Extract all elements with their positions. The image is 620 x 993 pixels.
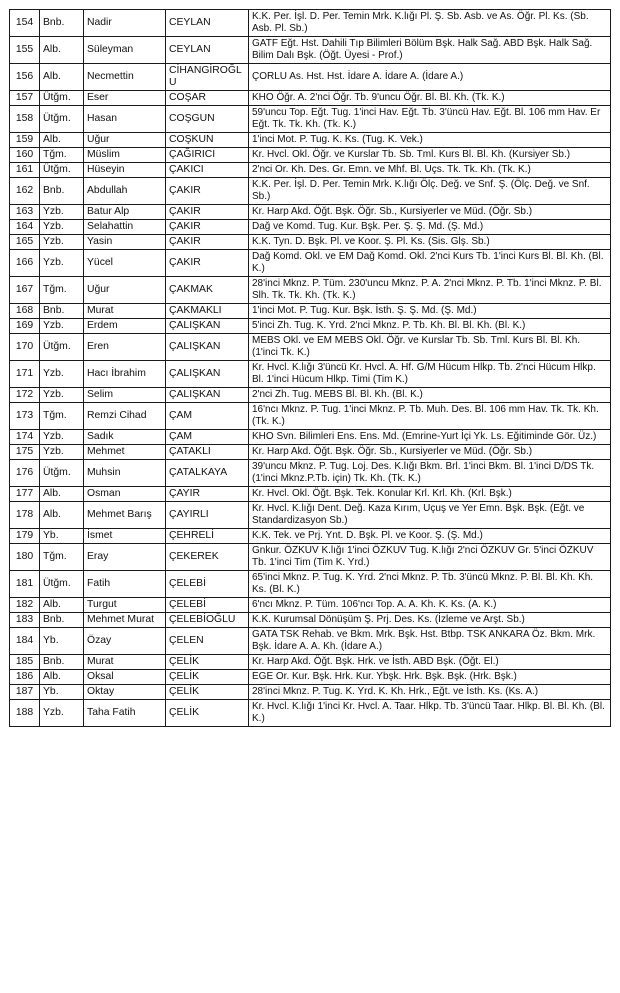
last-name: ÇAKIR xyxy=(166,235,249,250)
first-name: Hacı İbrahim xyxy=(84,361,166,388)
last-name: ÇAM xyxy=(166,403,249,430)
first-name: Hüseyin xyxy=(84,163,166,178)
assignment: Kr. Harp Akd. Öğt. Bşk. Öğr. Sb., Kursiyerler ve Müd. (Öğr. Sb.) xyxy=(249,445,611,460)
assignment: K.K. Per. İşl. D. Per. Temin Mrk. K.lığı Pl. Ş. Sb. Asb. ve As. Öğr. Pl. Ks. (Sb. Asb. Pl. Sb.) xyxy=(249,10,611,37)
last-name: ÇAKIR xyxy=(166,205,249,220)
row-number: 158 xyxy=(10,106,40,133)
row-number: 172 xyxy=(10,388,40,403)
first-name: Batur Alp xyxy=(84,205,166,220)
first-name: Eray xyxy=(84,544,166,571)
assignment: EGE Or. Kur. Bşk. Hrk. Kur. Ybşk. Hrk. Bşk. Bşk. (Hrk. Bşk.) xyxy=(249,670,611,685)
assignment: 39'uncu Mknz. P. Tug. Loj. Des. K.lığı Bkm. Brl. 1'inci Bkm. Bl. 1'inci D/DS Tk. (1'inci Mknz.P.Tb. için) Tk. Kh. (Tk. K.) xyxy=(249,460,611,487)
last-name: ÇALIŞKAN xyxy=(166,319,249,334)
row-number: 161 xyxy=(10,163,40,178)
table-row xyxy=(10,319,611,334)
rank: Yzb. xyxy=(40,430,84,445)
rank: Yzb. xyxy=(40,361,84,388)
last-name: ÇELEBİ xyxy=(166,571,249,598)
first-name: Erdem xyxy=(84,319,166,334)
row-number: 173 xyxy=(10,403,40,430)
assignment: 5'inci Zh. Tug. K. Yrd. 2'nci Mknz. P. Tb. Kh. Bl. Bl. Kh. (Bl. K.) xyxy=(249,319,611,334)
first-name: Yasin xyxy=(84,235,166,250)
last-name: ÇAYIR xyxy=(166,487,249,502)
first-name: Hasan xyxy=(84,106,166,133)
row-number: 171 xyxy=(10,361,40,388)
rank: Ütğm. xyxy=(40,460,84,487)
table-row xyxy=(10,277,611,304)
row-number: 166 xyxy=(10,250,40,277)
rank: Alb. xyxy=(40,133,84,148)
first-name: Murat xyxy=(84,655,166,670)
table-row xyxy=(10,205,611,220)
last-name: ÇAYIRLI xyxy=(166,502,249,529)
row-number: 155 xyxy=(10,37,40,64)
row-number: 162 xyxy=(10,178,40,205)
row-number: 164 xyxy=(10,220,40,235)
table-row xyxy=(10,655,611,670)
rank: Bnb. xyxy=(40,178,84,205)
first-name: Eren xyxy=(84,334,166,361)
assignment: 1'inci Mot. P. Tug. Kur. Bşk. İsth. Ş. Ş. Md. (Ş. Md.) xyxy=(249,304,611,319)
rank: Ütğm. xyxy=(40,163,84,178)
rank: Yb. xyxy=(40,628,84,655)
last-name: ÇAKMAK xyxy=(166,277,249,304)
assignment: 2'nci Or. Kh. Des. Gr. Emn. ve Mhf. Bl. Uçs. Tk. Tk. Kh. (Tk. K.) xyxy=(249,163,611,178)
last-name: ÇAKMAKLI xyxy=(166,304,249,319)
first-name: Fatih xyxy=(84,571,166,598)
first-name: Oktay xyxy=(84,685,166,700)
rank: Alb. xyxy=(40,502,84,529)
row-number: 170 xyxy=(10,334,40,361)
row-number: 165 xyxy=(10,235,40,250)
first-name: Eser xyxy=(84,91,166,106)
assignment: Dağ ve Komd. Tug. Kur. Bşk. Per. Ş. Ş. Md. (Ş. Md.) xyxy=(249,220,611,235)
first-name: Murat xyxy=(84,304,166,319)
row-number: 188 xyxy=(10,700,40,727)
rank: Ütğm. xyxy=(40,91,84,106)
row-number: 168 xyxy=(10,304,40,319)
first-name: Nadir xyxy=(84,10,166,37)
last-name: ÇELİK xyxy=(166,700,249,727)
first-name: Mehmet Barış xyxy=(84,502,166,529)
first-name: Necmettin xyxy=(84,64,166,91)
last-name: CEYLAN xyxy=(166,37,249,64)
first-name: Remzi Cihad xyxy=(84,403,166,430)
rank: Tğm. xyxy=(40,403,84,430)
rank: Yzb. xyxy=(40,205,84,220)
first-name: Müslim xyxy=(84,148,166,163)
last-name: ÇELEN xyxy=(166,628,249,655)
row-number: 184 xyxy=(10,628,40,655)
first-name: Selahattin xyxy=(84,220,166,235)
last-name: ÇAKIR xyxy=(166,178,249,205)
last-name: ÇATAKLI xyxy=(166,445,249,460)
last-name: ÇEKEREK xyxy=(166,544,249,571)
table-row xyxy=(10,403,611,430)
assignment: Kr. Hvcl. K.lığı 3'üncü Kr. Hvcl. A. Hf. G/M Hücum Hlkp. Tb. 2'nci Hücum Hlkp. Bl. 1'inci Hücum Hlkp. Timi (Tim K.) xyxy=(249,361,611,388)
assignment: 1'inci Mot. P. Tug. K. Ks. (Tug. K. Vek.) xyxy=(249,133,611,148)
table-row xyxy=(10,304,611,319)
rank: Tğm. xyxy=(40,148,84,163)
first-name: Osman xyxy=(84,487,166,502)
rank: Alb. xyxy=(40,670,84,685)
table-row xyxy=(10,430,611,445)
table-row xyxy=(10,10,611,37)
row-number: 179 xyxy=(10,529,40,544)
table-row xyxy=(10,163,611,178)
assignment: 28'inci Mknz. P. Tüm. 230'uncu Mknz. P. A. 2'nci Mknz. P. Tb. 1'inci Mknz. P. Bl. Slh. Tk. Tk. Kh. (Tk. K.) xyxy=(249,277,611,304)
assignment: Kr. Hvcl. K.lığı 1'inci Kr. Hvcl. A. Taar. Hlkp. Tb. 3'üncü Taar. Hlkp. Bl. Bl. Kh. (Bl. K.) xyxy=(249,700,611,727)
assignment: Dağ Komd. Okl. ve EM Dağ Komd. Okl. 2'nci Kurs Tb. 1'inci Kurs Bl. Bl. Kh. (Bl. K.) xyxy=(249,250,611,277)
first-name: Muhsin xyxy=(84,460,166,487)
table-row xyxy=(10,220,611,235)
row-number: 180 xyxy=(10,544,40,571)
assignment: KHO Öğr. A. 2'nci Öğr. Tb. 9'uncu Öğr. Bl. Bl. Kh. (Tk. K.) xyxy=(249,91,611,106)
table-row xyxy=(10,64,611,91)
rank: Yzb. xyxy=(40,388,84,403)
rank: Bnb. xyxy=(40,10,84,37)
table-row xyxy=(10,37,611,64)
table-row xyxy=(10,235,611,250)
row-number: 187 xyxy=(10,685,40,700)
assignment: K.K. Tek. ve Prj. Ynt. D. Bşk. Pl. ve Koor. Ş. (Ş. Md.) xyxy=(249,529,611,544)
row-number: 163 xyxy=(10,205,40,220)
last-name: CEYLAN xyxy=(166,10,249,37)
row-number: 174 xyxy=(10,430,40,445)
assignment: Kr. Hvcl. K.lığı Dent. Değ. Kaza Kırım, Uçuş ve Yer Emn. Bşk. Bşk. (Eğt. ve Standardizasyon Sb.) xyxy=(249,502,611,529)
rank: Ütğm. xyxy=(40,334,84,361)
row-number: 178 xyxy=(10,502,40,529)
assignment: Kr. Hvcl. Okl. Öğr. ve Kurslar Tb. Sb. Tml. Kurs Bl. Bl. Kh. (Kursiyer Sb.) xyxy=(249,148,611,163)
last-name: ÇELEBİ xyxy=(166,598,249,613)
table-row xyxy=(10,502,611,529)
last-name: ÇALIŞKAN xyxy=(166,334,249,361)
last-name: ÇALIŞKAN xyxy=(166,388,249,403)
last-name: ÇAKIR xyxy=(166,220,249,235)
rank: Bnb. xyxy=(40,613,84,628)
assignment: 6'ncı Mknz. P. Tüm. 106'ncı Top. A. A. Kh. K. Ks. (A. K.) xyxy=(249,598,611,613)
table-row xyxy=(10,460,611,487)
first-name: İsmet xyxy=(84,529,166,544)
first-name: Özay xyxy=(84,628,166,655)
assignment: GATF Eğt. Hst. Dahili Tıp Bilimleri Bölüm Bşk. Halk Sağ. ABD Bşk. Halk Sağ. Bilim Dalı Bşk. (Öğt. Üyesi - Prof.) xyxy=(249,37,611,64)
row-number: 167 xyxy=(10,277,40,304)
row-number: 160 xyxy=(10,148,40,163)
table-row xyxy=(10,685,611,700)
table-row xyxy=(10,445,611,460)
first-name: Mehmet Murat xyxy=(84,613,166,628)
row-number: 185 xyxy=(10,655,40,670)
assignment: 2'nci Zh. Tug. MEBS Bl. Bl. Kh. (Bl. K.) xyxy=(249,388,611,403)
last-name: ÇELİK xyxy=(166,655,249,670)
rank: Tğm. xyxy=(40,544,84,571)
row-number: 156 xyxy=(10,64,40,91)
row-number: 176 xyxy=(10,460,40,487)
table-row xyxy=(10,670,611,685)
table-row xyxy=(10,148,611,163)
assignment: Kr. Harp Akd. Öğt. Bşk. Öğr. Sb., Kursiyerler ve Müd. (Öğr. Sb.) xyxy=(249,205,611,220)
row-number: 169 xyxy=(10,319,40,334)
first-name: Selim xyxy=(84,388,166,403)
assignment: K.K. Tyn. D. Bşk. Pl. ve Koor. Ş. Pl. Ks. (Sis. Glş. Sb.) xyxy=(249,235,611,250)
personnel-table-body xyxy=(10,10,611,727)
assignment: Gnkur. ÖZKUV K.lığı 1'inci ÖZKUV Tug. K.lığı 2'nci ÖZKUV Gr. 5'inci ÖZKUV Tb. 1'inci Tim (Tim K. Yrd.) xyxy=(249,544,611,571)
rank: Yzb. xyxy=(40,235,84,250)
assignment: 59'uncu Top. Eğt. Tug. 1'inci Hav. Eğt. Tb. 3'üncü Hav. Eğt. Bl. 106 mm Hav. Er Eğt. Tk. Tk. Kh. (Tk. K.) xyxy=(249,106,611,133)
row-number: 177 xyxy=(10,487,40,502)
table-row xyxy=(10,334,611,361)
assignment: 65'inci Mknz. P. Tug. K. Yrd. 2'nci Mknz. P. Tb. 3'üncü Mknz. P. Bl. Bl. Kh. Kh. Ks. (Bl. K.) xyxy=(249,571,611,598)
personnel-table xyxy=(9,9,611,727)
last-name: ÇALIŞKAN xyxy=(166,361,249,388)
first-name: Taha Fatih xyxy=(84,700,166,727)
table-row xyxy=(10,361,611,388)
assignment: MEBS Okl. ve EM MEBS Okl. Öğr. ve Kurslar Tb. Sb. Tml. Kurs Bl. Bl. Kh. (1'inci Tk. K.) xyxy=(249,334,611,361)
last-name: ÇEHRELİ xyxy=(166,529,249,544)
row-number: 183 xyxy=(10,613,40,628)
assignment: K.K. Per. İşl. D. Per. Temin Mrk. K.lığı Ölç. Değ. ve Snf. Ş. (Ölç. Değ. ve Snf. Sb.) xyxy=(249,178,611,205)
table-row xyxy=(10,91,611,106)
row-number: 186 xyxy=(10,670,40,685)
last-name: ÇAKIR xyxy=(166,250,249,277)
table-row xyxy=(10,529,611,544)
rank: Bnb. xyxy=(40,655,84,670)
last-name: ÇELEBİOĞLU xyxy=(166,613,249,628)
table-row xyxy=(10,571,611,598)
table-row xyxy=(10,700,611,727)
rank: Yzb. xyxy=(40,250,84,277)
assignment: 28'inci Mknz. P. Tug. K. Yrd. K. Kh. Hrk., Eğt. ve İsth. Ks. (Ks. A.) xyxy=(249,685,611,700)
row-number: 159 xyxy=(10,133,40,148)
assignment: GATA TSK Rehab. ve Bkm. Mrk. Bşk. Hst. Btbp. TSK ANKARA Öz. Bkm. Mrk. Bşk. İdare A. A. Kh. (İdare A.) xyxy=(249,628,611,655)
last-name: COŞGUN xyxy=(166,106,249,133)
rank: Ütğm. xyxy=(40,571,84,598)
row-number: 182 xyxy=(10,598,40,613)
table-row xyxy=(10,388,611,403)
rank: Yzb. xyxy=(40,445,84,460)
table-row xyxy=(10,613,611,628)
rank: Alb. xyxy=(40,64,84,91)
table-row xyxy=(10,544,611,571)
row-number: 157 xyxy=(10,91,40,106)
assignment: Kr. Harp Akd. Öğt. Bşk. Hrk. ve İsth. ABD Bşk. (Öğt. El.) xyxy=(249,655,611,670)
rank: Alb. xyxy=(40,598,84,613)
first-name: Süleyman xyxy=(84,37,166,64)
table-row xyxy=(10,487,611,502)
rank: Bnb. xyxy=(40,304,84,319)
table-row xyxy=(10,133,611,148)
first-name: Abdullah xyxy=(84,178,166,205)
rank: Tğm. xyxy=(40,277,84,304)
last-name: ÇATALKAYA xyxy=(166,460,249,487)
assignment: 16'ncı Mknz. P. Tug. 1'inci Mknz. P. Tb. Muh. Des. Bl. 106 mm Hav. Tk. Tk. Kh. (Tk. K.) xyxy=(249,403,611,430)
table-row xyxy=(10,250,611,277)
table-row xyxy=(10,628,611,655)
row-number: 181 xyxy=(10,571,40,598)
first-name: Uğur xyxy=(84,133,166,148)
last-name: ÇAĞIRICI xyxy=(166,148,249,163)
rank: Alb. xyxy=(40,37,84,64)
assignment: K.K. Kurumsal Dönüşüm Ş. Prj. Des. Ks. (İzleme ve Arşt. Sb.) xyxy=(249,613,611,628)
rank: Yzb. xyxy=(40,319,84,334)
rank: Alb. xyxy=(40,487,84,502)
table-row xyxy=(10,106,611,133)
last-name: ÇAKICI xyxy=(166,163,249,178)
rank: Yzb. xyxy=(40,700,84,727)
assignment: Kr. Hvcl. Okl. Öğt. Bşk. Tek. Konular Krl. Krl. Kh. (Krl. Bşk.) xyxy=(249,487,611,502)
table-row xyxy=(10,598,611,613)
rank: Yb. xyxy=(40,685,84,700)
last-name: ÇELİK xyxy=(166,685,249,700)
last-name: ÇAM xyxy=(166,430,249,445)
assignment: ÇORLU As. Hst. Hst. İdare A. İdare A. (İdare A.) xyxy=(249,64,611,91)
rank: Yb. xyxy=(40,529,84,544)
first-name: Mehmet xyxy=(84,445,166,460)
row-number: 154 xyxy=(10,10,40,37)
first-name: Oksal xyxy=(84,670,166,685)
last-name: ÇELİK xyxy=(166,670,249,685)
rank: Yzb. xyxy=(40,220,84,235)
first-name: Sadık xyxy=(84,430,166,445)
rank: Ütğm. xyxy=(40,106,84,133)
row-number: 175 xyxy=(10,445,40,460)
table-row xyxy=(10,178,611,205)
first-name: Uğur xyxy=(84,277,166,304)
last-name: COŞAR xyxy=(166,91,249,106)
first-name: Turgut xyxy=(84,598,166,613)
assignment: KHO Svn. Bilimleri Ens. Ens. Md. (Emrine-Yurt İçi Yk. Ls. Eğitiminde Gör. Üz.) xyxy=(249,430,611,445)
first-name: Yücel xyxy=(84,250,166,277)
last-name: COŞKUN xyxy=(166,133,249,148)
last-name: CİHANGİROĞLU xyxy=(166,64,249,91)
